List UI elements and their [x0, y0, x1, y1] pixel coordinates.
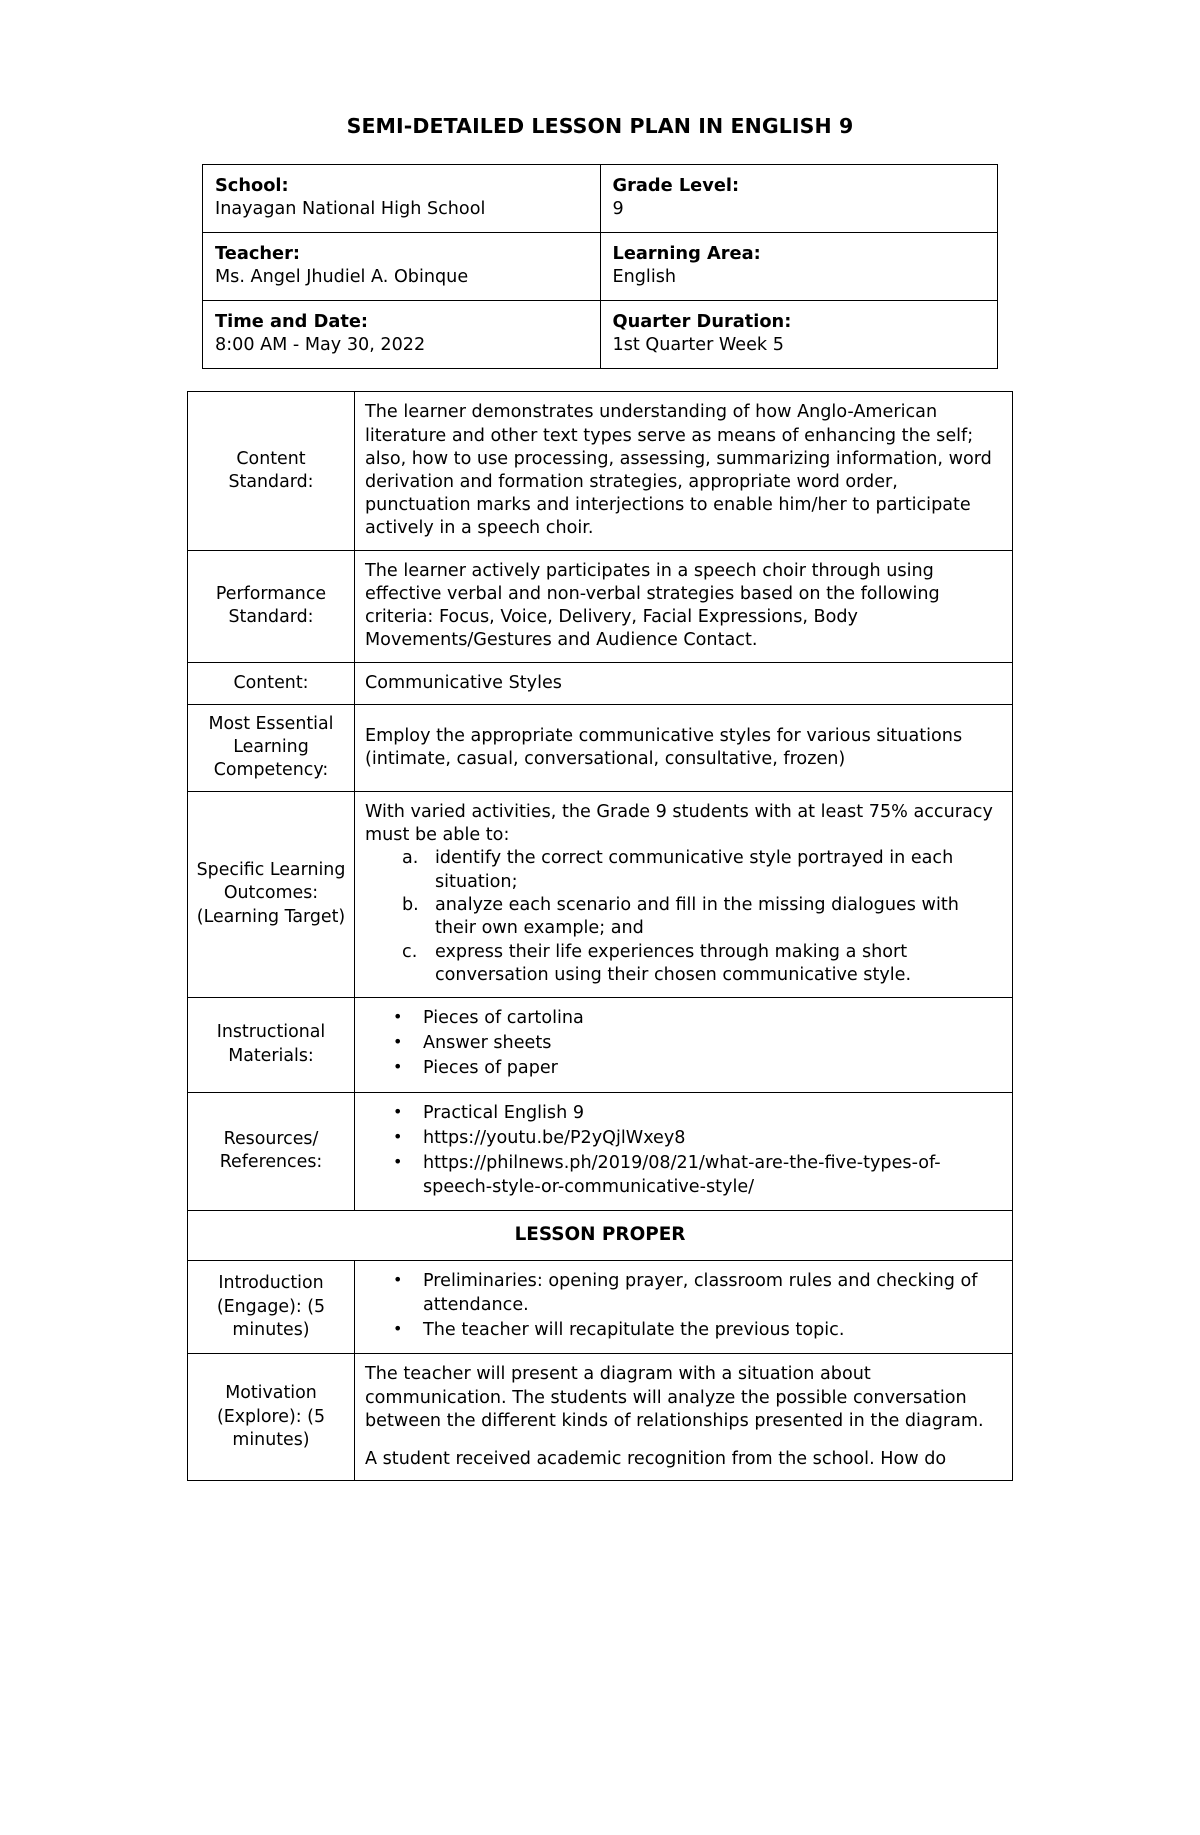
- content-label: Content:: [188, 662, 355, 704]
- list-item: identify the correct communicative style portrayed in each situation;: [435, 848, 954, 892]
- list-item: • The teacher will recapitulate the previous topic.: [365, 1319, 1000, 1342]
- resource-link-philnews[interactable]: • https://philnews.ph/2019/08/21/what-are-the-five-types-of-speech-style-or-communicative-style/: [365, 1152, 1000, 1199]
- content-cell: [355, 662, 1013, 704]
- learning-area-label: Learning Area:: [612, 243, 761, 265]
- resources-list: [365, 1102, 1000, 1200]
- school-value: Inayagan National High School: [215, 199, 486, 220]
- motivation-paragraph-1: The teacher will present a diagram with a situation about communication. The students will analyze the possible conversation between the different kinds of relationships presented in the diagram.: [365, 1364, 984, 1431]
- motivation-paragraph-2: A student received academic recognition from the school. How do: [365, 1448, 947, 1469]
- instructional-materials-label: Instructional Materials:: [188, 997, 355, 1092]
- table-row: [203, 233, 998, 301]
- content-standard-cell: [355, 392, 1013, 550]
- motivation-cell: [355, 1354, 1013, 1481]
- list-item: • Pieces of cartolina: [365, 1007, 1000, 1030]
- teacher-value: Ms. Angel Jhudiel A. Obinque: [215, 267, 469, 288]
- lesson-plan-table: [187, 391, 1013, 1481]
- performance-standard-cell: [355, 550, 1013, 662]
- table-row: [203, 301, 998, 369]
- motivation-label: Motivation (Explore): (5 minutes): [188, 1354, 355, 1481]
- table-row-introduction: [188, 1261, 1013, 1354]
- introduction-cell: [355, 1261, 1013, 1354]
- slo-list: [365, 847, 1000, 987]
- header-info-table: [202, 164, 998, 369]
- quarter-duration-cell: [600, 301, 998, 369]
- teacher-cell: [203, 233, 601, 301]
- list-item: • Practical English 9: [365, 1102, 1000, 1125]
- instructional-materials-list: [365, 1007, 1000, 1081]
- melc-text: Employ the appropriate communicative styles for various situations (intimate, casual, conversational, consultative, frozen): [365, 725, 963, 769]
- instructional-materials-cell: [355, 997, 1013, 1092]
- table-row: [203, 165, 998, 233]
- performance-standard-text: The learner actively participates in a speech choir through using effective verbal and non-verbal strategies based on the following criteria: Focus, Voice, Delivery, Facial Expressions, Body Movements/Gestures and Audience Contact.: [365, 560, 940, 651]
- specific-learning-outcomes-cell: [355, 791, 1013, 997]
- time-date-value: 8:00 AM - May 30, 2022: [215, 335, 426, 356]
- content-text: Communicative Styles: [365, 672, 562, 693]
- grade-level-value: 9: [612, 199, 624, 220]
- quarter-duration-value: 1st Quarter Week 5: [612, 335, 784, 356]
- table-row-resources: [188, 1092, 1013, 1211]
- table-row-specific-learning-outcomes: [188, 791, 1013, 997]
- resource-link-youtube[interactable]: • https://youtu.be/P2yQjlWxey8: [365, 1127, 1000, 1150]
- learning-area-cell: [600, 233, 998, 301]
- page-title: SEMI-DETAILED LESSON PLAN IN ENGLISH 9: [346, 114, 854, 138]
- slo-intro-text: With varied activities, the Grade 9 students with at least 75% accuracy must be able to:: [365, 801, 993, 845]
- table-row-melc: [188, 704, 1013, 791]
- content-standard-text: The learner demonstrates understanding of how Anglo-American literature and other text types serve as means of enhancing the self; also, how to use processing, assessing, summarizing information, word derivation and formation strategies, appropriate word order, punctuation marks and interjections to enable him/her to participate actively in a speech choir.: [365, 402, 992, 539]
- quarter-duration-label: Quarter Duration:: [612, 311, 792, 333]
- performance-standard-label: Performance Standard:: [188, 550, 355, 662]
- table-row-content: [188, 662, 1013, 704]
- list-item: • Answer sheets: [365, 1032, 1000, 1055]
- content-standard-label: Content Standard:: [188, 392, 355, 550]
- table-row-motivation: [188, 1354, 1013, 1481]
- teacher-label: Teacher:: [215, 243, 300, 265]
- lesson-proper-heading: LESSON PROPER: [188, 1211, 1013, 1261]
- specific-learning-outcomes-label: Specific Learning Outcomes: (Learning Target): [188, 791, 355, 997]
- table-row-lesson-proper-heading: [188, 1211, 1013, 1261]
- melc-cell: [355, 704, 1013, 791]
- school-label: School:: [215, 175, 289, 196]
- school-cell: [203, 165, 601, 233]
- resources-label: Resources/ References:: [188, 1092, 355, 1211]
- time-date-cell: [203, 301, 601, 369]
- melc-label: Most Essential Learning Competency:: [188, 704, 355, 791]
- grade-level-label: Grade Level:: [612, 175, 740, 196]
- introduction-list: [365, 1270, 1000, 1342]
- table-row-content-standard: [188, 392, 1013, 550]
- time-date-label: Time and Date:: [215, 311, 369, 333]
- resources-cell: [355, 1092, 1013, 1211]
- table-row-performance-standard: [188, 550, 1013, 662]
- table-row-instructional-materials: [188, 997, 1013, 1092]
- introduction-label: Introduction (Engage): (5 minutes): [188, 1261, 355, 1354]
- list-item: • Pieces of paper: [365, 1057, 1000, 1080]
- learning-area-value: English: [612, 267, 677, 288]
- list-item: • Preliminaries: opening prayer, classroom rules and checking of attendance.: [365, 1270, 1000, 1317]
- list-item: express their life experiences through making a short conversation using their chosen communicative style.: [435, 941, 912, 986]
- list-item: analyze each scenario and fill in the missing dialogues with their own example; and: [435, 894, 959, 939]
- grade-level-cell: [600, 165, 998, 233]
